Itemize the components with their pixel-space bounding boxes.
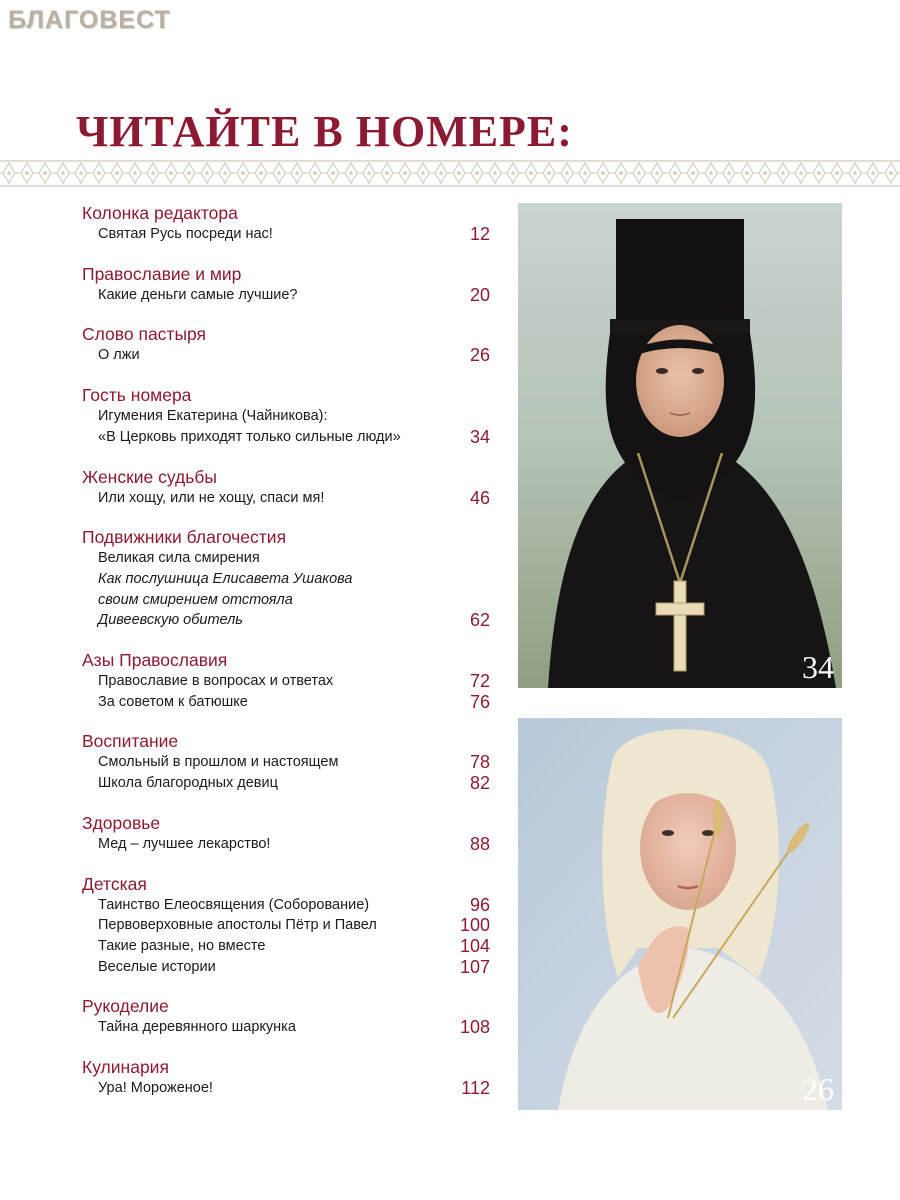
toc-entry-title: Первоверховные апостолы Пётр и Павел xyxy=(98,917,377,934)
masthead-logo: БЛАГОВЕСТ xyxy=(8,6,171,34)
toc-entry-title: Школа благородных девиц xyxy=(98,775,278,792)
toc-entry-title: О лжи xyxy=(98,347,140,364)
toc-entry-title: Какие деньги самые лучшие? xyxy=(98,286,298,303)
toc-entry-title: Дивеевскую обитель xyxy=(98,612,243,629)
toc-entry xyxy=(82,957,490,978)
photo-page-number: 34 xyxy=(802,649,834,685)
toc-entry xyxy=(82,224,490,245)
toc-page-number: 76 xyxy=(469,691,490,712)
toc-entry xyxy=(82,488,490,509)
toc-entry xyxy=(82,773,490,794)
toc-page-number: 82 xyxy=(469,773,490,794)
toc-page-number: 88 xyxy=(469,833,490,854)
toc-section-title: Здоровье xyxy=(82,812,161,833)
toc-section xyxy=(82,996,490,1038)
toc-entry-title: своим смирением отстояла xyxy=(98,591,293,608)
toc-section-title: Детская xyxy=(82,873,147,894)
toc-entry-title: За советом к батюшке xyxy=(98,693,248,710)
toc-entry-title: Или хощу, или не хощу, спаси мя! xyxy=(98,489,325,506)
page-title: ЧИТАЙТЕ В НОМЕРЕ: xyxy=(76,107,573,156)
toc-entry-title: «В Церковь приходят только сильные люди» xyxy=(98,428,401,445)
toc-entry-title: Смольный в прошлом и настоящем xyxy=(98,754,339,771)
toc-section xyxy=(82,324,490,366)
toc-entry-title: Православие в вопросах и ответах xyxy=(98,673,334,690)
toc-entry-title: Святая Русь посреди нас! xyxy=(98,226,273,242)
toc-section xyxy=(82,1057,490,1099)
toc-page-number: 78 xyxy=(469,752,490,773)
toc-page-number: 34 xyxy=(469,426,490,447)
toc-entry xyxy=(82,895,490,916)
photo-page-number: 26 xyxy=(802,1071,834,1107)
toc-page-number: 46 xyxy=(469,487,490,508)
toc-section-title: Кулинария xyxy=(82,1057,169,1078)
toc-section xyxy=(82,650,490,712)
toc-entry-title: Как послушница Елисавета Ушакова xyxy=(98,570,353,587)
toc-section-title: Слово пастыря xyxy=(82,324,207,345)
toc-page-number: 100 xyxy=(459,915,490,936)
toc-page-number: 108 xyxy=(459,1017,490,1038)
toc-entry-title: Мед – лучшее лекарство! xyxy=(98,835,271,852)
toc-entry xyxy=(82,834,490,855)
toc-page-number: 12 xyxy=(469,224,490,244)
table-of-contents xyxy=(82,203,490,1118)
toc-entry xyxy=(82,671,490,692)
toc-entry xyxy=(82,345,490,366)
toc-section xyxy=(82,264,490,306)
toc-entry xyxy=(82,1017,490,1038)
toc-page-number: 20 xyxy=(469,284,490,305)
toc-section xyxy=(82,527,490,631)
toc-section-title: Подвижники благочестия xyxy=(82,527,287,548)
toc-entry-title: Таинство Елеосвящения (Соборование) xyxy=(98,896,370,913)
toc-entry-title: Ура! Мороженое! xyxy=(98,1080,213,1097)
toc-section-title: Азы Православия xyxy=(82,650,228,671)
toc-page-number: 104 xyxy=(459,935,490,956)
toc-section xyxy=(82,731,490,793)
toc-entry xyxy=(82,285,490,306)
toc-section-title: Женские судьбы xyxy=(82,466,217,487)
toc-entry xyxy=(82,406,490,447)
abbess-portrait-photo xyxy=(518,203,842,688)
toc-entry-title: Игумения Екатерина (Чайникова): xyxy=(98,408,328,425)
toc-entry-title: Тайна деревянного шаркунка xyxy=(98,1019,296,1036)
toc-entry xyxy=(82,752,490,773)
toc-entry-title: Веселые истории xyxy=(98,958,216,975)
toc-section-title: Гость номера xyxy=(82,385,192,406)
ornament-divider xyxy=(0,160,900,187)
toc-page-number: 112 xyxy=(461,1078,490,1099)
toc-section-title: Православие и мир xyxy=(82,263,242,284)
toc-entry-title: Великая сила смирения xyxy=(98,550,260,567)
toc-page-number: 72 xyxy=(469,671,490,692)
toc-page-number: 26 xyxy=(469,345,490,366)
toc-section xyxy=(82,203,490,245)
toc-section-title: Колонка редактора xyxy=(82,203,238,223)
toc-entry xyxy=(82,915,490,936)
toc-page-number: 62 xyxy=(469,610,490,631)
toc-section xyxy=(82,813,490,855)
toc-page-number: 96 xyxy=(469,894,490,915)
toc-page-number: 107 xyxy=(459,956,490,977)
toc-entry xyxy=(82,936,490,957)
toc-entry xyxy=(82,548,490,631)
toc-section xyxy=(82,385,490,447)
girl-with-wheat-photo xyxy=(518,718,842,1110)
toc-entry-title: Такие разные, но вместе xyxy=(98,937,266,954)
toc-section xyxy=(82,467,490,509)
toc-entry xyxy=(82,1078,490,1099)
toc-section-title: Воспитание xyxy=(82,731,179,752)
toc-entry xyxy=(82,692,490,713)
toc-section-title: Рукоделие xyxy=(82,996,169,1017)
toc-section xyxy=(82,874,490,978)
